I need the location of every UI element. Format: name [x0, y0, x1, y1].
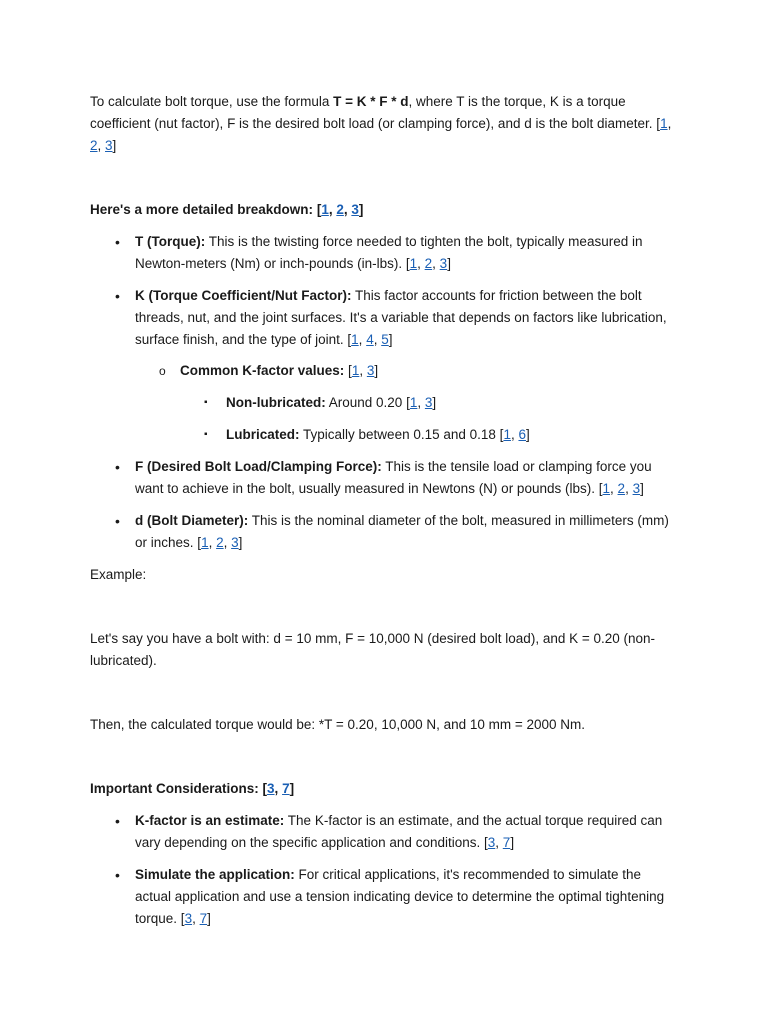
- term-description: This is the nominal diameter of the bolt, measured in millimeters (mm) or inches.: [135, 513, 669, 550]
- citation-link[interactable]: 3: [487, 835, 496, 850]
- term-description: The K-factor is an estimate, and the actual torque required can vary depending on the specific application and conditions.: [135, 813, 663, 850]
- term-description: Around 0.20: [325, 395, 403, 410]
- citation-link[interactable]: 1: [351, 332, 359, 347]
- citation-group: [1, 6]: [499, 427, 530, 442]
- citation-link[interactable]: 3: [231, 535, 239, 550]
- citation-link[interactable]: 7: [282, 781, 290, 796]
- term-label: T (Torque):: [135, 234, 206, 249]
- citation-link[interactable]: 1: [660, 116, 668, 131]
- term-label: d (Bolt Diameter):: [135, 513, 249, 528]
- citation-group: [1, 2, 3]: [197, 535, 243, 550]
- citation-group: [1, 2, 3]: [598, 481, 644, 496]
- citation-link[interactable]: 1: [321, 202, 329, 217]
- list-item: [135, 231, 675, 275]
- citation-group: [3, 7]: [484, 835, 515, 850]
- bullet-icon: •: [115, 459, 120, 475]
- list-item: [135, 456, 675, 500]
- bullet-icon: •: [115, 813, 120, 829]
- citation-link[interactable]: 2: [617, 481, 626, 496]
- citation-link[interactable]: 2: [424, 256, 433, 271]
- citation-link[interactable]: 3: [351, 202, 359, 217]
- citation-link[interactable]: 1: [409, 395, 418, 410]
- term-description: This is the tensile load or clamping force you want to achieve in the bolt, usually measured in Newtons (N) or pounds (lbs).: [135, 459, 652, 496]
- citation-link[interactable]: 3: [632, 481, 641, 496]
- example-label: Example:: [90, 567, 147, 582]
- section-heading: Here's a more detailed breakdown:: [90, 202, 314, 217]
- term-description: Typically between 0.15 and 0.18: [299, 427, 496, 442]
- term-label: Simulate the application:: [135, 867, 295, 882]
- citation-link[interactable]: 3: [184, 911, 193, 926]
- list-item: [135, 510, 675, 554]
- term-label: Lubricated:: [226, 427, 300, 442]
- citation-group: [1, 2, 3]: [316, 202, 364, 217]
- list-item: [226, 424, 676, 446]
- citation-link[interactable]: 2: [336, 202, 344, 217]
- citation-group: [1, 4, 5]: [347, 332, 393, 347]
- citation-group: [1, 3]: [406, 395, 437, 410]
- example-result: Then, the calculated torque would be: *T = 0.20, 10,000 N, and 10 mm = 2000 Nm.: [90, 717, 586, 732]
- example-given: Let's say you have a bolt with: d = 10 mm, F = 10,000 N (desired bolt load), and K = 0.20 (non-lubricated).: [90, 631, 656, 668]
- term-description: For critical applications, it's recommended to simulate the actual application and use a tension indicating device to determine the optimal tightening torque.: [135, 867, 665, 926]
- term-description: This factor accounts for friction between the bolt threads, nut, and the joint surfaces. It's a variable that depends on factors like lubrication, surface finish, and the type of joint.: [135, 288, 667, 347]
- citation-link[interactable]: 3: [439, 256, 448, 271]
- citation-link[interactable]: 7: [502, 835, 511, 850]
- list-item: [135, 864, 675, 930]
- square-bullet-icon: ▪: [204, 397, 208, 408]
- citation-link[interactable]: 1: [351, 363, 360, 378]
- list-item: [226, 392, 676, 414]
- list-item: [135, 285, 675, 351]
- list-item: [135, 810, 675, 854]
- citation-group: [1, 3]: [348, 363, 379, 378]
- bullet-icon: •: [115, 867, 120, 883]
- bullet-icon: •: [115, 513, 120, 529]
- term-label: K-factor is an estimate:: [135, 813, 285, 828]
- citation-link[interactable]: 2: [90, 138, 98, 153]
- section-heading: Important Considerations:: [90, 781, 259, 796]
- list-item: [180, 360, 660, 382]
- citation-link[interactable]: 2: [216, 535, 224, 550]
- citation-link[interactable]: 1: [201, 535, 209, 550]
- intro-text-before: To calculate bolt torque, use the formula: [90, 94, 334, 109]
- citation-link[interactable]: 1: [503, 427, 511, 442]
- breakdown-heading: [90, 199, 680, 221]
- citation-link[interactable]: 3: [424, 395, 433, 410]
- citation-group: [3, 7]: [180, 911, 211, 926]
- citation-link[interactable]: 5: [381, 332, 389, 347]
- term-label: F (Desired Bolt Load/Clamping Force):: [135, 459, 382, 474]
- intro-text-after: , where T is the torque, K is a torque coefficient (nut factor), F is the desired bolt load (or clamping force), and d is the bolt diameter.: [90, 94, 653, 131]
- citation-link[interactable]: 3: [267, 781, 275, 796]
- considerations-heading: [90, 778, 680, 800]
- term-description: This is the twisting force needed to tighten the bolt, typically measured in Newton-meters (Nm) or inch-pounds (in-lbs).: [135, 234, 643, 271]
- term-label: K (Torque Coefficient/Nut Factor):: [135, 288, 352, 303]
- intro-paragraph: [90, 91, 680, 157]
- bullet-icon: •: [115, 234, 120, 250]
- citation-group: [3, 7]: [262, 781, 295, 796]
- citation-link[interactable]: 1: [409, 256, 418, 271]
- citation-group: [1, 2, 3]: [405, 256, 451, 271]
- formula: T = K * F * d: [333, 94, 409, 109]
- citation-link[interactable]: 6: [518, 427, 526, 442]
- square-bullet-icon: ▪: [204, 429, 208, 440]
- citation-link[interactable]: 1: [602, 481, 611, 496]
- bullet-icon: •: [115, 288, 120, 304]
- term-label: Common K-factor values:: [180, 363, 345, 378]
- citation-link[interactable]: 3: [105, 138, 113, 153]
- citation-link[interactable]: 3: [366, 363, 375, 378]
- term-label: Non-lubricated:: [226, 395, 326, 410]
- citation-group: [1, 2, 3]: [90, 116, 672, 153]
- circle-bullet-icon: o: [159, 364, 166, 378]
- citation-link[interactable]: 7: [199, 911, 208, 926]
- citation-link[interactable]: 4: [366, 332, 374, 347]
